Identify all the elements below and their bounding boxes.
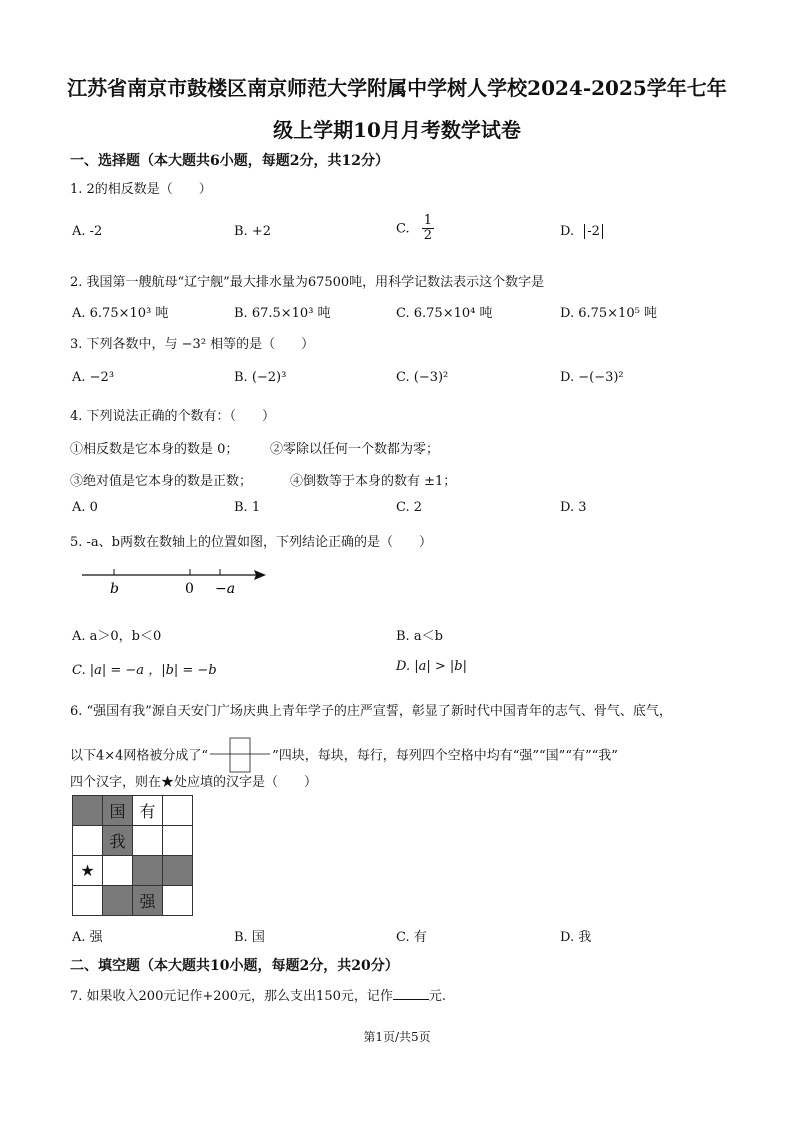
q6-option-c: C. 有 xyxy=(396,930,427,945)
q5-option-d: D. |a| > |b| xyxy=(396,659,467,674)
grid-cell xyxy=(163,796,193,826)
q2-option-a: A. 6.75×10³ 吨 xyxy=(72,306,169,321)
q4-stem: 4. 下列说法正确的个数有：（ ） xyxy=(70,409,276,424)
q2-option-b: B. 67.5×10³ 吨 xyxy=(234,306,331,321)
grid-cell xyxy=(163,826,193,856)
q6-line-2 xyxy=(70,736,618,776)
hanzi-grid xyxy=(72,795,193,916)
q2-stem: 2. 我国第一艘航母“辽宁舰”最大排水量为67500吨，用科学记数法表示这个数字是 xyxy=(70,275,545,290)
q5-stem: 5. -a、b两数在数轴上的位置如图，下列结论正确的是（ ） xyxy=(70,535,433,550)
q2-option-d: D. 6.75×10⁵ 吨 xyxy=(560,306,657,321)
title-line-2: 级上学期10月月考数学试卷 xyxy=(273,118,521,142)
q5-option-a: A. a＞0，b＜0 xyxy=(72,629,162,644)
grid-cell xyxy=(73,886,103,916)
q4-statement-3: ③绝对值是它本身的数是正数； xyxy=(70,474,253,489)
grid-cell xyxy=(103,856,133,886)
grid-cell: 强 xyxy=(133,886,163,916)
q4-statement-1: ①相反数是它本身的数是 0； xyxy=(70,442,239,457)
number-line-diagram xyxy=(80,564,270,600)
q4-option-c: C. 2 xyxy=(396,500,423,515)
q4-option-a: A. 0 xyxy=(72,500,98,515)
q7-stem-pre: 7. 如果收入200元记作+200元，那么支出150元，记作 xyxy=(70,989,393,1004)
q1-option-c-label: C. xyxy=(396,221,410,237)
absolute-value-expr: -2 xyxy=(584,224,603,239)
fraction xyxy=(422,214,434,244)
q3-stem: 3. 下列各数中，与 −3² 相等的是（ ） xyxy=(70,337,315,352)
grid-cell-star: ★ xyxy=(73,856,103,886)
q6-option-b: B. 国 xyxy=(234,930,265,945)
q6-line-2-post: ”四块，每块，每行，每列四个空格中均有“强”“国”“有”“我” xyxy=(272,748,618,764)
grid-cell xyxy=(103,886,133,916)
answer-blank xyxy=(393,987,429,1000)
q6-line-1: 6. “强国有我”源自天安门广场庆典上青年学子的庄严宣誓，彰显了新时代中国青年的志气、骨气、底气， xyxy=(70,704,672,719)
q2-option-c: C. 6.75×10⁴ 吨 xyxy=(396,306,493,321)
q3-option-c: C. (−3)² xyxy=(396,370,449,385)
q1-option-d xyxy=(560,224,603,239)
q4-option-b: B. 1 xyxy=(234,500,261,515)
q1-option-a: A. -2 xyxy=(72,224,103,239)
q6-option-d: D. 我 xyxy=(560,930,592,945)
q6-line-3: 四个汉字，则在★处应填的汉字是（ ） xyxy=(70,775,318,790)
grid-cell xyxy=(163,856,193,886)
label-zero: 0 xyxy=(185,581,194,597)
q6-option-a: A. 强 xyxy=(72,930,103,945)
q7-stem-post: 元. xyxy=(428,989,447,1004)
q4-statement-2: ②零除以任何一个数都为零； xyxy=(270,442,440,457)
q1-stem: 1. 2的相反数是（ ） xyxy=(70,182,212,197)
label-b: b xyxy=(110,581,119,597)
q4-statement-4: ④倒数等于本身的数有 ±1； xyxy=(290,474,457,489)
q3-option-b: B. (−2)³ xyxy=(234,370,287,385)
q1-option-d-label: D. xyxy=(560,224,575,239)
q1-option-b: B. +2 xyxy=(234,224,271,239)
q3-option-d: D. −(−3)² xyxy=(560,370,624,385)
label-neg-a: −a xyxy=(215,581,236,597)
section-1-heading: 一、选择题（本大题共6小题，每题2分，共12分） xyxy=(70,153,389,169)
q6-line-2-pre: 以下4×4网格被分成了“ xyxy=(70,748,209,764)
q7-stem xyxy=(70,985,446,1004)
title-line-1: 江苏省南京市鼓楼区南京师范大学附属中学树人学校2024-2025学年七年 xyxy=(67,76,727,100)
grid-partition-icon xyxy=(210,736,270,776)
section-2-heading: 二、填空题（本大题共10小题，每题2分，共20分） xyxy=(70,958,399,974)
fraction-denominator: 2 xyxy=(423,228,433,244)
q5-option-c: C. |a| = −a ，|b| = −b xyxy=(72,663,217,678)
grid-cell xyxy=(73,826,103,856)
q1-option-c xyxy=(396,214,434,244)
grid-cell xyxy=(73,796,103,826)
q5-option-b: B. a＜b xyxy=(396,629,443,644)
grid-cell: 国 xyxy=(103,796,133,826)
grid-cell: 我 xyxy=(103,826,133,856)
grid-cell xyxy=(163,886,193,916)
grid-cell xyxy=(133,856,163,886)
fraction-numerator: 1 xyxy=(423,213,433,228)
q3-option-a: A. −2³ xyxy=(72,370,115,385)
page-footer: 第1页/共5页 xyxy=(363,1030,431,1044)
q4-option-d: D. 3 xyxy=(560,500,587,515)
grid-cell: 有 xyxy=(133,796,163,826)
grid-cell xyxy=(133,826,163,856)
